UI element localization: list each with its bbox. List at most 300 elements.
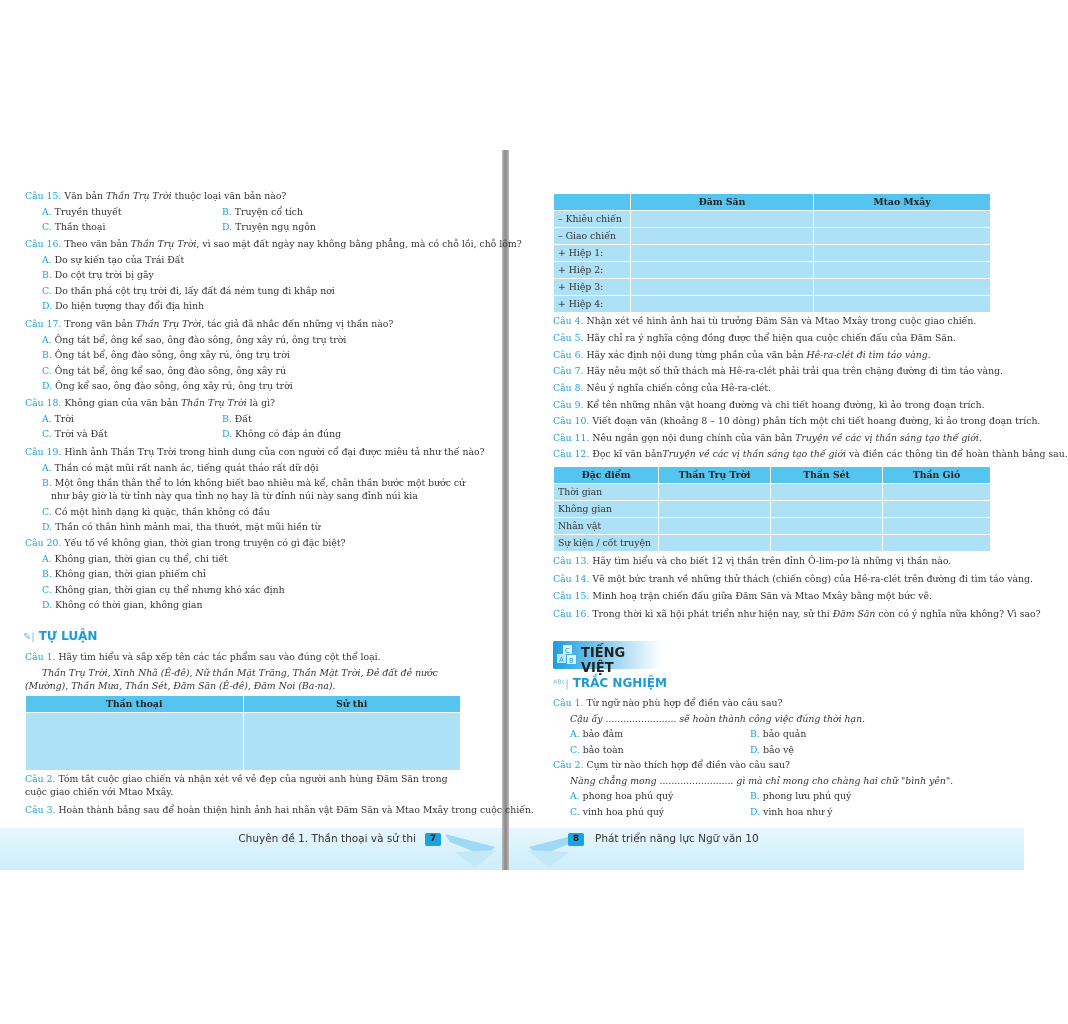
row-label: + Hiệp 2: bbox=[554, 262, 631, 279]
option-key: C. bbox=[42, 365, 52, 377]
option-key: B. bbox=[42, 478, 52, 489]
question-text: Yếu tố về không gian, thời gian trong truyện có gì đặc biệt? bbox=[64, 538, 346, 549]
question-block bbox=[553, 331, 956, 347]
question-line bbox=[553, 381, 771, 397]
option-key: B. bbox=[42, 569, 52, 580]
answer-cell[interactable] bbox=[771, 518, 883, 535]
question-block bbox=[553, 348, 931, 364]
question-line bbox=[553, 414, 1040, 430]
option-text: Không có thời gian, không gian bbox=[55, 600, 203, 611]
option-key: C. bbox=[42, 506, 52, 518]
answer-cell[interactable] bbox=[771, 535, 883, 552]
option-key: A. bbox=[42, 462, 52, 474]
question-text: Nêu ý nghĩa chiến công của Hê-ra-clét. bbox=[586, 383, 772, 394]
question-number: Câu 1. bbox=[25, 652, 56, 663]
question-text: Nêu ngắn gọn nội dung chính của văn bản bbox=[592, 433, 796, 444]
row-label: – Khiêu chiến bbox=[554, 211, 631, 228]
option-text: Đất bbox=[234, 413, 252, 425]
answer-option[interactable] bbox=[25, 268, 522, 284]
option-text: Do sự kiến tạo của Trái Đất bbox=[54, 254, 185, 266]
option-key: A. bbox=[42, 413, 52, 425]
options bbox=[25, 333, 393, 395]
svg-text:B: B bbox=[569, 657, 574, 665]
answer-option[interactable] bbox=[25, 284, 522, 300]
question-text: Theo văn bản bbox=[64, 239, 131, 250]
answer-option[interactable] bbox=[25, 552, 346, 568]
question-number: Câu 20. bbox=[25, 538, 62, 549]
answer-cell[interactable] bbox=[814, 211, 991, 228]
option-key: D. bbox=[42, 522, 53, 533]
question-line bbox=[25, 650, 465, 666]
question-text: Hãy tìm hiểu và sắp xếp tên các tác phẩm sau vào đúng cột thể loại. bbox=[58, 652, 381, 663]
question-text: Minh hoạ trận chiến đấu giữa Đăm Săn và Mtao Mxây bằng một bức vẽ. bbox=[592, 591, 932, 602]
question-text: Đọc kĩ văn bản bbox=[592, 449, 663, 460]
answer-option[interactable] bbox=[25, 598, 346, 614]
question-text: Trong văn bản bbox=[64, 319, 136, 330]
option-text: Ông tát bể, ông kể sao, ông đào sông, ông xây rú, ông trụ trời bbox=[54, 334, 347, 346]
option-text: Do thần phá cột trụ trời đi, lấy đất đá ném tung đi khắp nơi bbox=[54, 285, 335, 297]
abc-options-icon: ᴬᴮᶜ| bbox=[553, 679, 569, 690]
italic-text: Thần Trụ Trời, Xinh Nhã bbox=[42, 667, 158, 679]
answer-option[interactable] bbox=[25, 567, 346, 583]
option-text: Trời và Đất bbox=[54, 429, 108, 440]
answer-cell[interactable] bbox=[631, 279, 814, 296]
answer-option[interactable] bbox=[42, 427, 222, 443]
option-key: D. bbox=[750, 806, 761, 818]
example-sentence: Nàng chẳng mong ......................... gì mà chỉ mong cho chàng hai chữ "bình yên". bbox=[570, 775, 954, 787]
question-text: Hãy chỉ ra ý nghĩa cộng đồng được thể hiện qua cuộc chiến đấu của Đăm Săn. bbox=[586, 333, 956, 344]
option-key: C. bbox=[42, 285, 52, 297]
question-number: Câu 1. bbox=[553, 698, 584, 709]
italic-text: Hê-ra-clét đi tìm táo vàng bbox=[806, 350, 928, 361]
option-text: Một ông thần thân thể to lớn không biết bao nhiêu mà kể, chân thần bước một bước cứ như bây giờ là từ tỉnh này qua tỉnh nọ hay là từ đỉnh núi này sang đỉnh núi kia bbox=[51, 478, 466, 502]
question-block bbox=[25, 445, 485, 536]
answer-cell[interactable] bbox=[771, 501, 883, 518]
question-number: Câu 3. bbox=[25, 805, 56, 816]
question-text: còn có ý nghĩa nữa không? Vì sao? bbox=[875, 609, 1041, 620]
options bbox=[25, 205, 402, 236]
option-key: A. bbox=[42, 334, 52, 346]
option-text: bảo toàn bbox=[582, 744, 624, 756]
option-text: Không gian, thời gian cụ thể, chi tiết bbox=[54, 553, 228, 565]
option-key: C. bbox=[42, 429, 52, 440]
answer-option[interactable] bbox=[570, 743, 750, 759]
traits-header-tru-troi: Thần Trụ Trời bbox=[659, 467, 771, 484]
option-text: Có một hình dạng kì quặc, thần không có đầu bbox=[54, 506, 270, 518]
question-number: Câu 15. bbox=[25, 191, 62, 202]
question-line bbox=[553, 314, 976, 330]
option-text: Không có đáp án đúng bbox=[235, 429, 342, 440]
example-text bbox=[25, 666, 465, 693]
question-text: . bbox=[978, 433, 982, 444]
option-key: C. bbox=[42, 222, 52, 233]
table-row bbox=[554, 535, 991, 552]
option-text: Trời bbox=[54, 413, 74, 425]
answer-cell[interactable] bbox=[631, 245, 814, 262]
option-text: bảo quản bbox=[762, 729, 807, 740]
traits-table bbox=[553, 466, 991, 552]
battle-header-damsan: Đăm Săn bbox=[631, 194, 814, 211]
answer-cell[interactable] bbox=[883, 535, 991, 552]
answer-option[interactable] bbox=[42, 412, 222, 428]
question-text: Trong thời kì xã hội phát triển như hiện nay, sử thi bbox=[592, 609, 833, 620]
question-text: (Ê-đê), bbox=[157, 667, 196, 679]
right-footer-title: Phát triển năng lực Ngữ văn 10 bbox=[595, 833, 759, 845]
question-block bbox=[25, 317, 393, 395]
answer-cell[interactable] bbox=[814, 296, 991, 313]
section-mcq-label: TRẮC NGHIỆM bbox=[572, 676, 667, 690]
question-block bbox=[25, 536, 346, 614]
question-line bbox=[553, 554, 951, 570]
question-line bbox=[25, 445, 485, 461]
question-line bbox=[553, 331, 956, 347]
answer-option[interactable] bbox=[25, 253, 522, 269]
question-line bbox=[553, 758, 953, 774]
answer-cell[interactable] bbox=[883, 518, 991, 535]
row-label: + Hiệp 3: bbox=[554, 279, 631, 296]
answer-option[interactable] bbox=[222, 220, 402, 236]
option-key: C. bbox=[570, 806, 580, 818]
italic-text: Đăm Săn bbox=[832, 609, 876, 620]
question-text: thuộc loại văn bản nào? bbox=[171, 191, 287, 202]
left-page-number: 7 bbox=[425, 833, 441, 846]
option-text: vinh hoa phú quý bbox=[582, 806, 665, 818]
table-row bbox=[554, 518, 991, 535]
section-essay-label: TỰ LUẬN bbox=[38, 629, 98, 643]
question-text: (Mường), bbox=[25, 680, 72, 692]
option-text: vinh hoa như ý bbox=[763, 806, 833, 818]
answer-option[interactable] bbox=[750, 789, 930, 805]
question-block bbox=[25, 773, 465, 799]
italic-text: Thần Trụ Trời bbox=[130, 239, 197, 250]
question-block bbox=[25, 189, 402, 236]
question-text: Nhận xét về hình ảnh hai tù trưởng Đăm Săn và Mtao Mxây trong cuộc giao chiến. bbox=[586, 316, 977, 327]
option-text: Thần có thân hình mảnh mai, tha thướt, mặt mũi hiền từ bbox=[55, 522, 321, 533]
question-number: Câu 5. bbox=[553, 333, 584, 344]
option-key: A. bbox=[42, 254, 52, 266]
option-text: Không gian, thời gian phiếm chỉ bbox=[54, 569, 206, 580]
question-number: Câu 2. bbox=[553, 760, 584, 771]
options bbox=[25, 253, 522, 315]
answer-cell[interactable] bbox=[814, 228, 991, 245]
table-row bbox=[554, 484, 991, 501]
option-key: C. bbox=[570, 744, 580, 756]
question-line bbox=[553, 696, 930, 712]
question-text: Không gian của văn bản bbox=[64, 398, 182, 409]
question-number: Câu 4. bbox=[553, 316, 584, 327]
question-number: Câu 16. bbox=[553, 609, 590, 620]
options bbox=[25, 461, 485, 536]
question-text: Văn bản bbox=[64, 191, 106, 202]
italic-text: Truyện về các vị thần sáng tạo thế giới bbox=[662, 449, 847, 460]
question-block bbox=[25, 803, 534, 819]
answer-option[interactable] bbox=[570, 805, 750, 821]
option-text: Truyện ngụ ngôn bbox=[235, 222, 316, 233]
question-block bbox=[553, 414, 1040, 430]
option-text: phong hoa phú quý bbox=[582, 791, 674, 802]
italic-text: Thần Trụ Trời bbox=[181, 398, 247, 409]
options bbox=[553, 727, 930, 758]
question-line bbox=[553, 431, 982, 447]
question-text: Hãy nêu một số thử thách mà Hê-ra-clét phải trải qua trên chặng đường đi tìm táo vàng. bbox=[586, 366, 1003, 377]
answer-cell[interactable] bbox=[814, 279, 991, 296]
options bbox=[25, 552, 346, 614]
answer-cell[interactable] bbox=[631, 296, 814, 313]
question-number: Câu 13. bbox=[553, 556, 590, 567]
answer-option[interactable] bbox=[42, 220, 222, 236]
italic-text: Thần Trụ Trời bbox=[106, 191, 172, 202]
section-essay-title bbox=[23, 629, 97, 643]
answer-option[interactable] bbox=[750, 743, 930, 759]
table-row bbox=[554, 296, 991, 313]
question-text: Hình ảnh Thần Trụ Trời trong hình dung của con người cổ đại được miêu tả như thế nào? bbox=[64, 447, 485, 458]
pencil-icon: ✎| bbox=[23, 632, 35, 643]
question-text: Vẽ một bức tranh về những thử thách (chiến công) của Hê-ra-clét trên đường đi tìm táo vàng. bbox=[592, 574, 1033, 585]
options bbox=[25, 412, 402, 443]
options bbox=[553, 789, 953, 820]
question-number: Câu 16. bbox=[25, 239, 62, 250]
question-number: Câu 14. bbox=[553, 574, 590, 585]
question-text: Hoàn thành bảng sau để hoàn thiện hình ảnh hai nhân vật Đăm Săn và Mtao Mxây trong cuộc chiến. bbox=[58, 805, 534, 816]
table-row bbox=[554, 211, 991, 228]
option-text: phong lưu phú quý bbox=[762, 791, 852, 802]
answer-cell[interactable] bbox=[659, 501, 771, 518]
arrow-decoration-icon bbox=[445, 822, 579, 872]
section-mcq-title bbox=[553, 676, 667, 690]
question-number: Câu 10. bbox=[553, 416, 590, 427]
option-key: B. bbox=[750, 791, 760, 802]
answer-cell[interactable] bbox=[814, 262, 991, 279]
answer-cell[interactable] bbox=[659, 518, 771, 535]
answer-option[interactable] bbox=[25, 520, 485, 536]
question-number: Câu 6. bbox=[553, 350, 584, 361]
genre-cell[interactable] bbox=[26, 713, 244, 771]
question-line bbox=[553, 398, 985, 414]
answer-option[interactable] bbox=[750, 805, 930, 821]
genre-table bbox=[25, 695, 461, 771]
option-key: D. bbox=[42, 301, 53, 312]
question-line bbox=[25, 237, 522, 253]
question-text: Viết đoạn văn (khoảng 8 – 10 dòng) phân tích một chi tiết hoang đường, kì ảo trong đoạn trích. bbox=[592, 416, 1041, 427]
question-block bbox=[553, 364, 1003, 380]
answer-option[interactable] bbox=[42, 205, 222, 221]
battle-table bbox=[553, 193, 991, 313]
question-text: Hãy xác định nội dung từng phần của văn bản bbox=[586, 350, 807, 361]
question-number: Câu 8. bbox=[553, 383, 584, 394]
question-line bbox=[553, 348, 931, 364]
option-text: Thần có mặt mũi rất nanh ác, tiếng quát tháo rất dữ dội bbox=[54, 462, 319, 474]
option-text: Do hiện tượng thay đổi địa hình bbox=[55, 301, 205, 312]
question-line bbox=[553, 589, 932, 605]
table-row bbox=[554, 262, 991, 279]
question-text: (Ê-đê), bbox=[216, 680, 254, 692]
option-text: bảo đảm bbox=[582, 729, 624, 740]
question-line bbox=[25, 773, 465, 799]
genre-header-myth: Thần thoại bbox=[26, 696, 244, 713]
answer-cell[interactable] bbox=[631, 211, 814, 228]
option-key: A. bbox=[570, 729, 580, 740]
answer-cell[interactable] bbox=[814, 245, 991, 262]
question-line bbox=[25, 396, 402, 412]
question-block bbox=[553, 314, 976, 330]
option-text: Truyền thuyết bbox=[54, 206, 122, 218]
answer-cell[interactable] bbox=[771, 484, 883, 501]
option-key: B. bbox=[222, 206, 232, 218]
question-number: Câu 2. bbox=[25, 774, 56, 785]
answer-option[interactable] bbox=[25, 364, 393, 380]
option-key: D. bbox=[42, 381, 53, 392]
italic-text: Nữ thần Mặt Trăng, Thần Mặt Trời, Đẻ đất đẻ nước bbox=[195, 667, 438, 679]
question-line bbox=[553, 607, 1041, 623]
option-key: B. bbox=[750, 729, 760, 740]
question-number: Câu 12. bbox=[553, 449, 590, 460]
question-line bbox=[553, 364, 1003, 380]
option-text: bảo vệ bbox=[763, 744, 794, 756]
question-text: Cụm từ nào thích hợp để điền vào câu sau? bbox=[586, 760, 790, 771]
option-text: Không gian, thời gian cụ thể nhưng khó xác định bbox=[54, 584, 285, 596]
option-text: Ông tát bể, ông kể sao, ông đào sông, ông xây rú bbox=[54, 365, 287, 377]
option-text: Ông kể sao, ông đào sông, ông xây rú, ông trụ trời bbox=[55, 381, 293, 392]
table-row bbox=[554, 501, 991, 518]
answer-cell[interactable] bbox=[631, 228, 814, 245]
option-key: D. bbox=[750, 744, 761, 756]
option-text: Ông tát bể, ông đào sông, ông xây rú, ông trụ trời bbox=[54, 350, 290, 361]
right-footer-band bbox=[509, 828, 1024, 870]
question-number: Câu 19. bbox=[25, 447, 62, 458]
answer-cell[interactable] bbox=[659, 535, 771, 552]
option-key: A. bbox=[42, 206, 52, 218]
option-key: A. bbox=[42, 553, 52, 565]
italic-text: Truyện về các vị thần sáng tạo thế giới bbox=[795, 433, 979, 444]
row-label: Nhân vật bbox=[554, 518, 659, 535]
answer-option[interactable] bbox=[25, 348, 393, 364]
example-sentence: Cậu ấy ........................ sẽ hoàn thành công việc đúng thời hạn. bbox=[570, 713, 866, 725]
question-text: , tác giả đã nhắc đến những vị thần nào? bbox=[201, 319, 394, 330]
table-row bbox=[554, 279, 991, 296]
question-number: Câu 15. bbox=[553, 591, 590, 602]
table-row bbox=[554, 245, 991, 262]
option-key: B. bbox=[42, 350, 52, 361]
traits-header-set: Thần Sét bbox=[771, 467, 883, 484]
question-number: Câu 9. bbox=[553, 400, 584, 411]
genre-header-epic: Sử thi bbox=[243, 696, 461, 713]
question-block bbox=[553, 431, 982, 447]
option-key: A. bbox=[570, 791, 580, 802]
question-line bbox=[25, 189, 402, 205]
question-line bbox=[25, 803, 534, 819]
row-label: – Giao chiến bbox=[554, 228, 631, 245]
question-text: , vì sao mặt đất ngày nay không bằng phẳng, mà có chỗ lồi, chỗ lõm? bbox=[196, 239, 522, 250]
question-text: và điền các thông tin để hoàn thành bảng sau. bbox=[846, 449, 1068, 460]
answer-cell[interactable] bbox=[631, 262, 814, 279]
table-row bbox=[554, 228, 991, 245]
answer-cell[interactable] bbox=[883, 484, 991, 501]
question-line bbox=[553, 447, 1068, 463]
question-text: Hãy tìm hiểu và cho biết 12 vị thần trên đỉnh Ô-lim-pơ là những vị thần nào. bbox=[592, 556, 952, 567]
right-page-number: 8 bbox=[568, 833, 584, 846]
italic-text: Đăm Noi bbox=[253, 680, 296, 692]
abc-blocks-icon bbox=[556, 644, 578, 666]
italic-text: Thần Trụ Trời bbox=[135, 319, 202, 330]
question-block bbox=[553, 447, 1068, 463]
battle-header-blank bbox=[554, 194, 631, 211]
question-number: Câu 18. bbox=[25, 398, 62, 409]
traits-header-gio: Thần Gió bbox=[883, 467, 991, 484]
answer-option[interactable] bbox=[570, 789, 750, 805]
answer-cell[interactable] bbox=[659, 484, 771, 501]
traits-header-feature: Đặc điểm bbox=[554, 467, 659, 484]
question-block bbox=[25, 396, 402, 443]
question-text: (Ba-na). bbox=[295, 680, 336, 692]
question-line bbox=[553, 572, 1033, 588]
answer-option[interactable] bbox=[25, 476, 466, 505]
answer-option[interactable] bbox=[750, 727, 930, 743]
question-text: Từ ngữ nào phù hợp để điền vào câu sau? bbox=[586, 698, 783, 709]
question-block bbox=[553, 589, 932, 605]
option-text: Truyện cổ tích bbox=[234, 206, 303, 218]
italic-text: Thần Mưa, Thần Sét, Đăm Săn bbox=[71, 680, 217, 692]
option-key: D. bbox=[42, 600, 53, 611]
question-line bbox=[25, 317, 393, 333]
question-text: Kể tên những nhân vật hoang đường và chi tiết hoang đường, kì ảo trong đoạn trích. bbox=[586, 400, 985, 411]
question-text: Tóm tắt cuộc giao chiến và nhận xét về vẻ đẹp của người anh hùng Đăm Săn trong cuộc giao chiến với Mtao Mxây. bbox=[25, 774, 448, 798]
answer-option[interactable] bbox=[25, 583, 346, 599]
answer-option[interactable] bbox=[25, 333, 393, 349]
question-block bbox=[553, 758, 953, 820]
option-text: Do cột trụ trời bị gãy bbox=[54, 270, 154, 281]
question-block bbox=[553, 696, 930, 758]
svg-text:C: C bbox=[565, 647, 570, 655]
question-text: là gì? bbox=[246, 398, 276, 409]
question-number: Câu 17. bbox=[25, 319, 62, 330]
option-key: B. bbox=[222, 413, 232, 425]
row-label: Sự kiện / cốt truyện bbox=[554, 535, 659, 552]
left-footer-title: Chuyên đề 1. Thần thoại và sử thi bbox=[238, 833, 416, 845]
genre-cell[interactable] bbox=[243, 713, 461, 771]
option-key: B. bbox=[42, 270, 52, 281]
answer-cell[interactable] bbox=[883, 501, 991, 518]
row-label: + Hiệp 4: bbox=[554, 296, 631, 313]
answer-option[interactable] bbox=[25, 461, 485, 477]
tieng-viet-title: TIẾNG VIỆT bbox=[581, 646, 626, 676]
answer-option[interactable] bbox=[222, 205, 402, 221]
question-block bbox=[553, 607, 1041, 623]
question-block bbox=[553, 381, 771, 397]
question-text: . bbox=[927, 350, 931, 361]
question-number: Câu 11. bbox=[553, 433, 590, 444]
answer-option[interactable] bbox=[222, 427, 402, 443]
option-text: Thần thoại bbox=[54, 222, 106, 233]
answer-option[interactable] bbox=[570, 727, 750, 743]
battle-header-mtao: Mtao Mxây bbox=[814, 194, 991, 211]
question-number: Câu 7. bbox=[553, 366, 584, 377]
answer-option[interactable] bbox=[25, 379, 393, 395]
option-key: D. bbox=[222, 222, 233, 233]
tieng-viet-banner bbox=[553, 641, 661, 676]
answer-option[interactable] bbox=[25, 299, 522, 315]
option-key: D. bbox=[222, 429, 233, 440]
question-block bbox=[25, 237, 522, 315]
row-label: Không gian bbox=[554, 501, 659, 518]
question-block bbox=[25, 650, 465, 693]
answer-option[interactable] bbox=[25, 505, 485, 521]
question-line bbox=[25, 536, 346, 552]
question-block bbox=[553, 572, 1033, 588]
question-block bbox=[553, 554, 951, 570]
question-block bbox=[553, 398, 985, 414]
svg-text:A: A bbox=[559, 656, 564, 664]
answer-option[interactable] bbox=[222, 412, 402, 428]
